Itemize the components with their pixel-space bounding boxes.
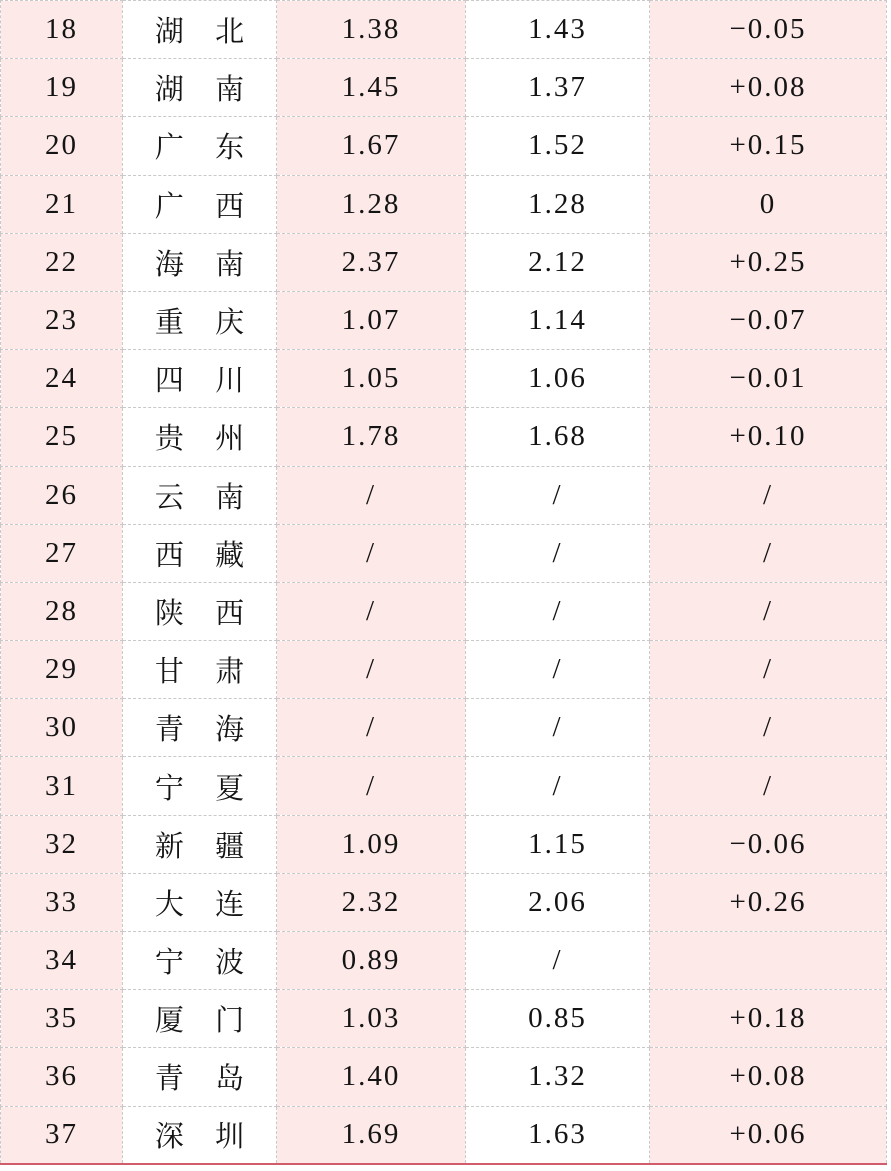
change-cell: / (650, 582, 887, 640)
table-row (1, 699, 887, 757)
value-current-cell: 1.28 (277, 175, 466, 233)
value-previous-cell: 1.14 (466, 291, 650, 349)
value-current-cell: 2.32 (277, 873, 466, 931)
rank-cell: 24 (1, 350, 123, 408)
change-cell: +0.06 (650, 1106, 887, 1164)
value-current-cell: / (277, 757, 466, 815)
value-previous-cell: 0.85 (466, 990, 650, 1048)
change-cell: / (650, 641, 887, 699)
table-row (1, 117, 887, 175)
table-body (1, 1, 887, 1165)
rank-cell: 37 (1, 1106, 123, 1164)
value-current-cell: 1.09 (277, 815, 466, 873)
change-cell: −0.01 (650, 350, 887, 408)
rank-cell: 29 (1, 641, 123, 699)
value-current-cell: 0.89 (277, 932, 466, 990)
table-row (1, 291, 887, 349)
region-name-cell: 宁 波 (123, 932, 277, 990)
region-name-cell: 厦 门 (123, 990, 277, 1048)
region-name-cell: 西 藏 (123, 524, 277, 582)
table-row (1, 524, 887, 582)
value-current-cell: 1.40 (277, 1048, 466, 1106)
change-cell: / (650, 524, 887, 582)
rank-cell: 36 (1, 1048, 123, 1106)
table-row (1, 932, 887, 990)
table-row (1, 59, 887, 117)
change-cell: / (650, 466, 887, 524)
rank-cell: 30 (1, 699, 123, 757)
value-previous-cell: 1.15 (466, 815, 650, 873)
rank-cell: 25 (1, 408, 123, 466)
rank-cell: 22 (1, 233, 123, 291)
region-name-cell: 广 西 (123, 175, 277, 233)
value-current-cell: / (277, 699, 466, 757)
value-previous-cell: / (466, 932, 650, 990)
rank-cell: 27 (1, 524, 123, 582)
change-cell: +0.08 (650, 59, 887, 117)
table-row (1, 1048, 887, 1106)
region-name-cell: 广 东 (123, 117, 277, 175)
table-row (1, 175, 887, 233)
value-current-cell: / (277, 641, 466, 699)
rank-cell: 35 (1, 990, 123, 1048)
change-cell: +0.10 (650, 408, 887, 466)
rank-cell: 31 (1, 757, 123, 815)
table-row (1, 1106, 887, 1164)
value-previous-cell: 2.06 (466, 873, 650, 931)
region-name-cell: 湖 北 (123, 1, 277, 59)
table-row (1, 466, 887, 524)
value-current-cell: 1.69 (277, 1106, 466, 1164)
value-previous-cell: / (466, 641, 650, 699)
rank-cell: 18 (1, 1, 123, 59)
region-name-cell: 甘 肃 (123, 641, 277, 699)
rank-cell: 28 (1, 582, 123, 640)
change-cell: −0.06 (650, 815, 887, 873)
table-row (1, 815, 887, 873)
region-name-cell: 贵 州 (123, 408, 277, 466)
region-name-cell: 陕 西 (123, 582, 277, 640)
change-cell: +0.25 (650, 233, 887, 291)
change-cell: / (650, 699, 887, 757)
rank-cell: 21 (1, 175, 123, 233)
value-previous-cell: / (466, 524, 650, 582)
region-name-cell: 大 连 (123, 873, 277, 931)
change-cell: +0.26 (650, 873, 887, 931)
value-previous-cell: 1.06 (466, 350, 650, 408)
table-row (1, 641, 887, 699)
value-previous-cell: 1.68 (466, 408, 650, 466)
table-row (1, 1, 887, 59)
region-name-cell: 宁 夏 (123, 757, 277, 815)
rank-cell: 19 (1, 59, 123, 117)
value-previous-cell: 1.32 (466, 1048, 650, 1106)
value-previous-cell: 2.12 (466, 233, 650, 291)
value-previous-cell: 1.43 (466, 1, 650, 59)
value-current-cell: 1.45 (277, 59, 466, 117)
value-current-cell: 1.05 (277, 350, 466, 408)
rank-cell: 34 (1, 932, 123, 990)
change-cell: +0.18 (650, 990, 887, 1048)
value-current-cell: / (277, 466, 466, 524)
rank-cell: 26 (1, 466, 123, 524)
table-row (1, 757, 887, 815)
rank-cell: 32 (1, 815, 123, 873)
change-cell: 0 (650, 175, 887, 233)
change-cell: +0.15 (650, 117, 887, 175)
value-previous-cell: / (466, 699, 650, 757)
value-current-cell: 1.67 (277, 117, 466, 175)
change-cell: −0.07 (650, 291, 887, 349)
value-current-cell: / (277, 524, 466, 582)
change-cell (650, 932, 887, 990)
value-current-cell: 1.38 (277, 1, 466, 59)
value-previous-cell: 1.37 (466, 59, 650, 117)
region-name-cell: 云 南 (123, 466, 277, 524)
region-name-cell: 青 海 (123, 699, 277, 757)
value-current-cell: 1.07 (277, 291, 466, 349)
value-current-cell: 1.03 (277, 990, 466, 1048)
value-current-cell: / (277, 582, 466, 640)
change-cell: / (650, 757, 887, 815)
region-name-cell: 湖 南 (123, 59, 277, 117)
region-name-cell: 海 南 (123, 233, 277, 291)
change-cell: −0.05 (650, 1, 887, 59)
rank-cell: 20 (1, 117, 123, 175)
value-previous-cell: / (466, 466, 650, 524)
table-row (1, 990, 887, 1048)
table-row (1, 350, 887, 408)
value-previous-cell: 1.28 (466, 175, 650, 233)
table-row (1, 408, 887, 466)
region-name-cell: 四 川 (123, 350, 277, 408)
table-row (1, 233, 887, 291)
value-previous-cell: / (466, 582, 650, 640)
rank-cell: 33 (1, 873, 123, 931)
table-row (1, 582, 887, 640)
region-name-cell: 重 庆 (123, 291, 277, 349)
rank-cell: 23 (1, 291, 123, 349)
value-previous-cell: / (466, 757, 650, 815)
region-name-cell: 新 疆 (123, 815, 277, 873)
change-cell: +0.08 (650, 1048, 887, 1106)
region-name-cell: 青 岛 (123, 1048, 277, 1106)
value-previous-cell: 1.52 (466, 117, 650, 175)
value-current-cell: 1.78 (277, 408, 466, 466)
region-name-cell: 深 圳 (123, 1106, 277, 1164)
value-previous-cell: 1.63 (466, 1106, 650, 1164)
table-row (1, 873, 887, 931)
value-current-cell: 2.37 (277, 233, 466, 291)
